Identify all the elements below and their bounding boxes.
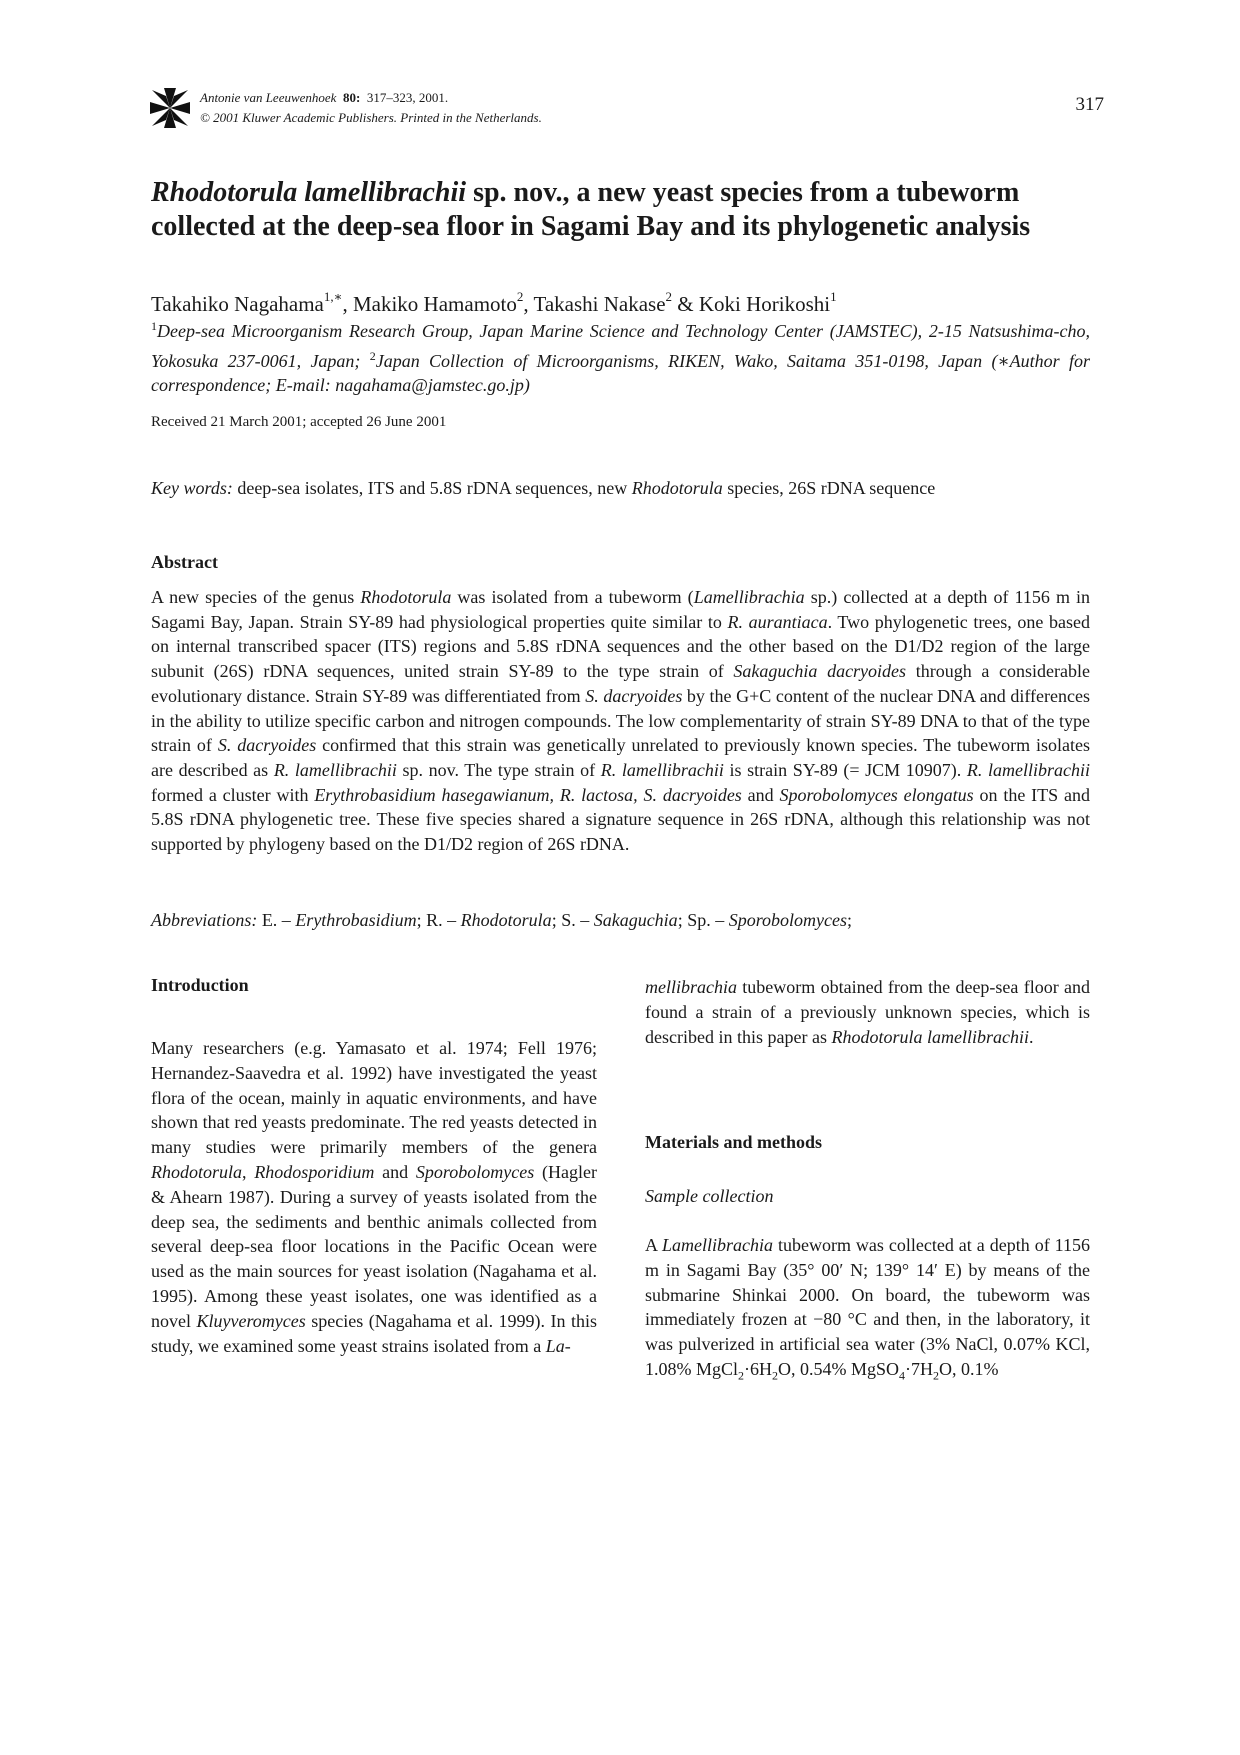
abbreviations: Abbreviations: E. – Erythrobasidium; R. – Rhodotorula; S. – Sakaguchia; Sp. – Sporobolomyces; (151, 910, 853, 930)
page-number: 317 (1075, 94, 1104, 115)
author-list: Takahiko Nagahama$^{1,∗}$, Makiko Hamamoto$^2$, Takashi Nakase$^2$ & Koki Horikoshi$^1$ (151, 289, 837, 316)
article-title: Rhodotorula lamellibrachii sp. nov., a new yeast species from a tubeworm collected at the deep-sea floor in Sagami Bay and its phylogenetic analysis (151, 177, 1031, 242)
publisher-logo-icon (150, 86, 190, 130)
journal-citation: Antonie van Leeuwenhoek 80: 317–323, 2001. (200, 90, 449, 105)
abstract-heading: Abstract (151, 552, 218, 572)
sample-collection-body: A Lamellibrachia tubeworm was collected at a depth of 1156 m in Sagami Bay (35° 00′ N; 139° 14′ E) by means of the submarine Shinkai 2000. On board, the tubeworm was immediately frozen at −80 °C and then, in the laboratory, it was pulverized in artificial sea water (3% NaCl, 0.07% KCl, 1.08% $MgCl_2\cdot 6H_2O$, 0.54% $MgSO_4\cdot 7H_2O$, 0.1% (645, 1235, 1090, 1383)
introduction-continued: mellibrachia tubeworm obtained from the deep-sea floor and found a strain of a previously unknown species, which is described in this paper as Rhodotorula lamellibrachii. (645, 977, 1090, 1047)
affiliations: $^1$Deep-sea Microorganism Research Group, Japan Marine Science and Technology Center (JAMSTEC), 2-15 Natsushima-cho, Yokosuka 237-0061, Japan; $^2$Japan Collection of Microorganisms, RIKEN, Wako, Saitama 351-0198, Japan (∗Author for correspondence; E-mail: nagahama@jamstec.go.jp) (151, 319, 1090, 395)
introduction-body: Many researchers (e.g. Yamasato et al. 1974; Fell 1976; Hernandez-Saavedra et al. 1992) have investigated the yeast flora of the ocean, mainly in aquatic environments, and have shown that red yeasts predominate. The red yeasts detected in many studies were primarily members of the genera Rhodotorula, Rhodosporidium and Sporobolomyces (Hagler & Ahearn 1987). During a survey of yeasts isolated from the deep sea, the sediments and benthic animals collected from several deep-sea floor locations in the Pacific Ocean were used as the main sources for yeast isolation (Nagahama et al. 1995). Among these yeast isolates, one was identified as a novel Kluyveromyces species (Nagahama et al. 1999). In this study, we examined some yeast strains isolated from a La- (151, 1038, 597, 1356)
methods-heading: Materials and methods (645, 1132, 822, 1152)
abstract-body: A new species of the genus Rhodotorula was isolated from a tubeworm (Lamellibrachia sp.) collected at a depth of 1156 m in Sagami Bay, Japan. Strain SY-89 had physiological properties quite similar to R. aurantiaca. Two phylogenetic trees, one based on internal transcribed spacer (ITS) regions and 5.8S rDNA sequences and the other based on the D1/D2 region of the large subunit (26S) rDNA sequences, united strain SY-89 to the type strain of Sakaguchia dacryoides through a considerable evolutionary distance. Strain SY-89 was differentiated from S. dacryoides by the G+C content of the nuclear DNA and differences in the ability to utilize specific carbon and nitrogen compounds. The low complementarity of strain SY-89 DNA to that of the type strain of S. dacryoides confirmed that this strain was genetically unrelated to previously known species. The tubeworm isolates are described as R. lamellibrachii sp. nov. The type strain of R. lamellibrachii is strain SY-89 (= JCM 10907). R. lamellibrachii formed a cluster with Erythrobasidium hasegawianum, R. lactosa, S. dacryoides and Sporobolomyces elongatus on the ITS and 5.8S rDNA phylogenetic tree. These five species shared a signature sequence in 26S rDNA, although this relationship was not supported by phylogeny based on the D1/D2 region of 26S rDNA. (151, 587, 1091, 855)
introduction-heading: Introduction (151, 975, 249, 995)
keywords: Key words: deep-sea isolates, ITS and 5.8S rDNA sequences, new Rhodotorula species, 26S rDNA sequence (151, 478, 936, 498)
sample-collection-subheading: Sample collection (645, 1186, 774, 1206)
received-dates: Received 21 March 2001; accepted 26 June 2001 (151, 414, 447, 430)
copyright-line: © 2001 Kluwer Academic Publishers. Printed in the Netherlands. (200, 110, 542, 125)
